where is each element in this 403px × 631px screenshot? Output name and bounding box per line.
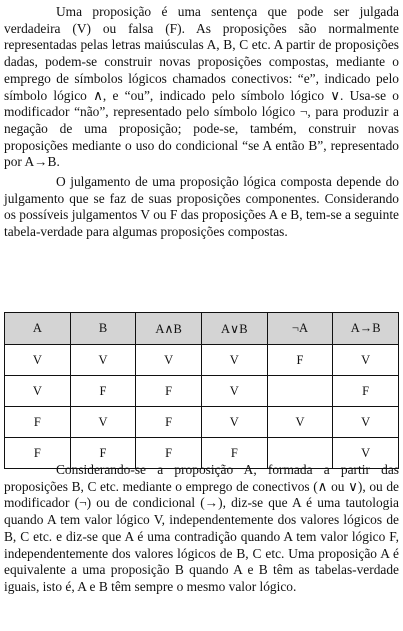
header-cell-a: A: [5, 313, 71, 345]
table-cell: V: [201, 407, 267, 438]
intro-paragraph: Uma proposição é uma sentença que pode ser julgada verdadeira (V) ou falsa (F). As proposições são normalmente representadas pelas letras maiúsculas A, B, C etc. A partir de proposições dadas, podem-se construir novas proposições compostas, mediante o emprego de símbolos lógicos chamados conectivos: “e”, indicado pelo símbolo lógico ∧, e “ou”, indicado pelo símbolo lógico ∨. Usa-se o modificador “não”, representado pelo símbolo lógico ¬, para produzir a negação de uma proposição; pode-se, também, construir novas proposições mediante o uso do condicional “se A então B”, representado por A→B.: [4, 4, 399, 170]
table-cell: V: [5, 376, 71, 407]
conclusion-paragraph: Considerando-se a proposição A, formada a partir das proposições B, C etc. mediante o emprego de conectivos (∧ ou ∨), ou de modificador (¬) ou de condicional (→), diz-se que A é uma tautologia quando A tem valor lógico V, independentemente dos valores lógicos de B, C etc. e diz-se que A é uma contradição quando A tem valor lógico F, independentemente dos valores lógicos de B, C etc. Uma proposição A é equivalente a uma proposição B quando A e B têm as tabelas-verdade iguais, isto é, A e B têm sempre o mesmo valor lógico.: [4, 462, 399, 594]
table-cell: V: [201, 345, 267, 376]
table-cell: V: [267, 407, 333, 438]
table-cell: V: [70, 407, 136, 438]
header-cell-a-implies-b: A→B: [333, 313, 399, 345]
judgement-paragraph: O julgamento de uma proposição lógica composta depende do julgamento que se faz de suas proposições componentes. Considerando os possíveis julgamentos V ou F das proposições A e B, tem-se a seguinte tabela-verdade para algumas proposições compostas.: [4, 174, 399, 240]
table-cell: V: [333, 438, 399, 469]
table-cell: F: [70, 376, 136, 407]
table-cell: F: [201, 438, 267, 469]
table-cell: [267, 376, 333, 407]
table-row: [5, 345, 399, 376]
table-row: [5, 376, 399, 407]
truth-table: [4, 312, 399, 469]
header-cell-not-a: ¬A: [267, 313, 333, 345]
table-cell: F: [5, 407, 71, 438]
table-cell: V: [201, 376, 267, 407]
table-cell: V: [136, 345, 202, 376]
conclusion-block: [4, 462, 399, 596]
table-cell: V: [5, 345, 71, 376]
table-cell: V: [333, 407, 399, 438]
table-cell: F: [136, 438, 202, 469]
table-cell: F: [5, 438, 71, 469]
table-cell: V: [333, 345, 399, 376]
table-cell: F: [136, 407, 202, 438]
table-cell: F: [333, 376, 399, 407]
table-row: [5, 407, 399, 438]
table-cell: F: [267, 345, 333, 376]
header-cell-b: B: [70, 313, 136, 345]
header-cell-a-or-b: A∨B: [201, 313, 267, 345]
header-cell-a-and-b: A∧B: [136, 313, 202, 345]
truth-table-header-row: [5, 313, 399, 345]
table-cell: F: [70, 438, 136, 469]
table-cell: V: [70, 345, 136, 376]
table-cell: F: [136, 376, 202, 407]
